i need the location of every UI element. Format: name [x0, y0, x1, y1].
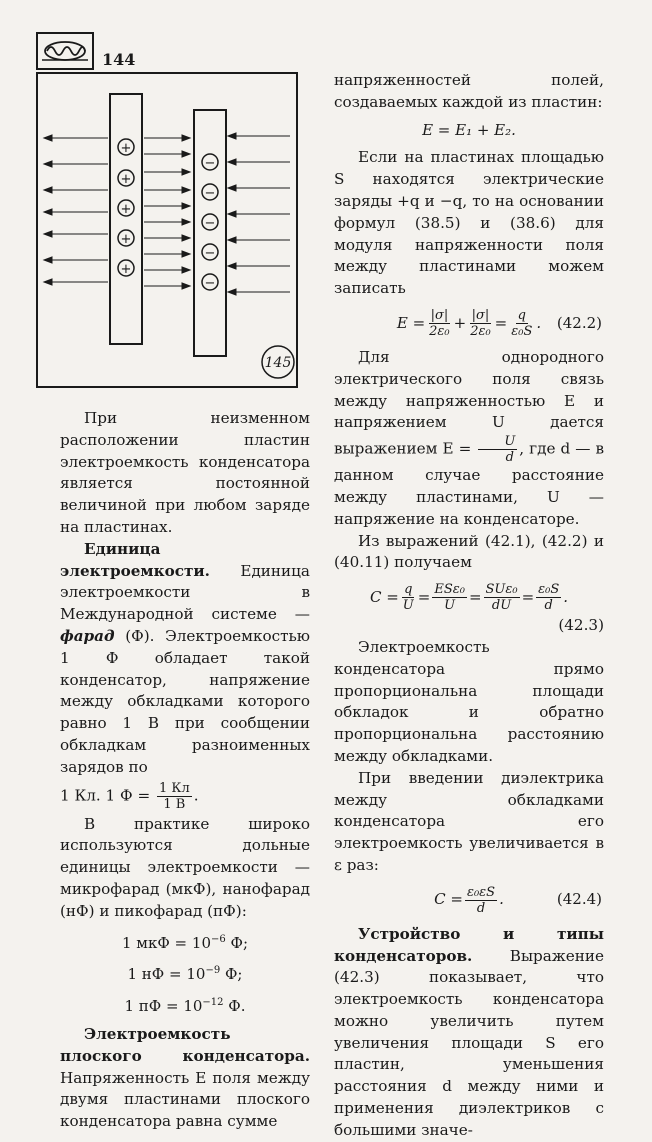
minus-symbol: −: [204, 156, 216, 171]
equation-number: (42.4): [556, 890, 602, 909]
minus-symbol: −: [204, 216, 216, 231]
paragraph: Если на пластинах площадью S находятся электрические заряды +q и −q, то на основании формул (38.5) и (38.6) для модуля напряженности поля между пластинами можем записать: [334, 148, 604, 298]
paragraph: Из выражений (42.1), (42.2) и (40.11) получаем: [334, 531, 604, 572]
figure-label: 145: [264, 355, 292, 371]
plus-symbol: +: [120, 172, 132, 187]
plus-symbol: +: [120, 262, 132, 277]
minus-symbol: −: [204, 276, 216, 291]
section-heading: Устройство и типы конденсаторов.: [334, 924, 604, 965]
paragraph: В практике широко используются дольные единицы электроемкости — микрофарад (мкФ), нанофарад (нФ) и пикофарад (пФ):: [60, 814, 310, 920]
equation: 1 пФ = $10^{-12}$ Ф.: [124, 997, 246, 1016]
paragraph: Устройство и типы конденсаторов. Выражение (42.3) показывает, что электроемкость конденсатора можно увеличить путем увеличения площади S его пластин, уменьшения расстояния d между ними и применения диэлектриков с большими значе-: [334, 924, 604, 1139]
paragraph: При неизменном расположении пластин электроемкость конденсатора является постоянной величиной при любом заряде на пластинах.: [60, 409, 310, 536]
paragraph: При введении диэлектрика между обкладками конденсатора его электроемкость увеличивается в ε раз:: [334, 768, 604, 874]
paragraph: Электроемкость плоского конденсатора. Напряженность E поля между двумя пластинами плоского конденсатора равна сумме: [60, 1024, 310, 1131]
plus-symbol: +: [120, 202, 132, 217]
capacitor-figure: [36, 72, 298, 392]
chapter-logo: [36, 32, 94, 74]
equation-42-3: C = $\frac{q}{U}$ = $\frac{\text{ESε₀}}{U}$ = $\frac{\text{SUε₀}}{dU}$ = $\frac{\text{ε₀S}}{d}$ .: [369, 582, 569, 614]
page-number: 144: [102, 50, 136, 69]
equation: 1 мкФ = $10^{-6}$ Ф;: [121, 933, 249, 952]
unit-term: фарад: [60, 626, 115, 645]
section-heading: Электроемкость плоского конденсатора.: [60, 1024, 310, 1065]
plus-symbol: +: [120, 232, 132, 247]
equation: 1 нФ = $10^{-9}$ Ф;: [127, 965, 243, 984]
minus-symbol: −: [204, 246, 216, 261]
paragraph: Для однородного электрического поля связь между напряженностью E и напряжением U дается выражением E = $\frac{U}{d}$ , где d — в данном случае расстояние между пластинами, U — напряжение на конденсаторе.: [334, 347, 604, 528]
formula-line: 1 Кл. 1 Ф = $\frac{1 Кл}{1 В}$ .: [60, 780, 199, 812]
right-column: [334, 70, 604, 1142]
equation: E = E₁ + E₂.: [422, 120, 516, 139]
plus-symbol: +: [120, 141, 132, 156]
equation-number: (42.3): [558, 616, 604, 635]
paragraph: Единица электроемкости. Единица электроемкости в Международной системе — фарад (Ф). Электроемкостью 1 Ф обладает такой конденсатор, напряжение между обкладками которого равно 1 В при сообщении обкладкам разноименных зарядов по: [60, 539, 310, 776]
equation-42-2: E = $\frac{|\sigma|}{\text{2ε₀}}$ + $\frac{|\sigma|}{\text{2ε₀}}$ = $\frac{q}{\text{ε₀S}}$ . (42.2): [396, 307, 602, 339]
section-heading: Единица электроемкости.: [60, 539, 210, 580]
minus-symbol: −: [204, 186, 216, 201]
equation-42-4: C = $\frac{\text{ε₀εS}}{d}$ . (42.4): [434, 884, 602, 916]
left-column: [60, 408, 310, 1133]
paragraph: Электроемкость конденсатора прямо пропорциональна площади обкладок и обратно пропорциональна расстоянию между обкладками.: [334, 637, 604, 765]
equation-number: (42.2): [556, 313, 602, 332]
paragraph: напряженностей полей, создаваемых каждой из пластин:: [334, 71, 604, 111]
